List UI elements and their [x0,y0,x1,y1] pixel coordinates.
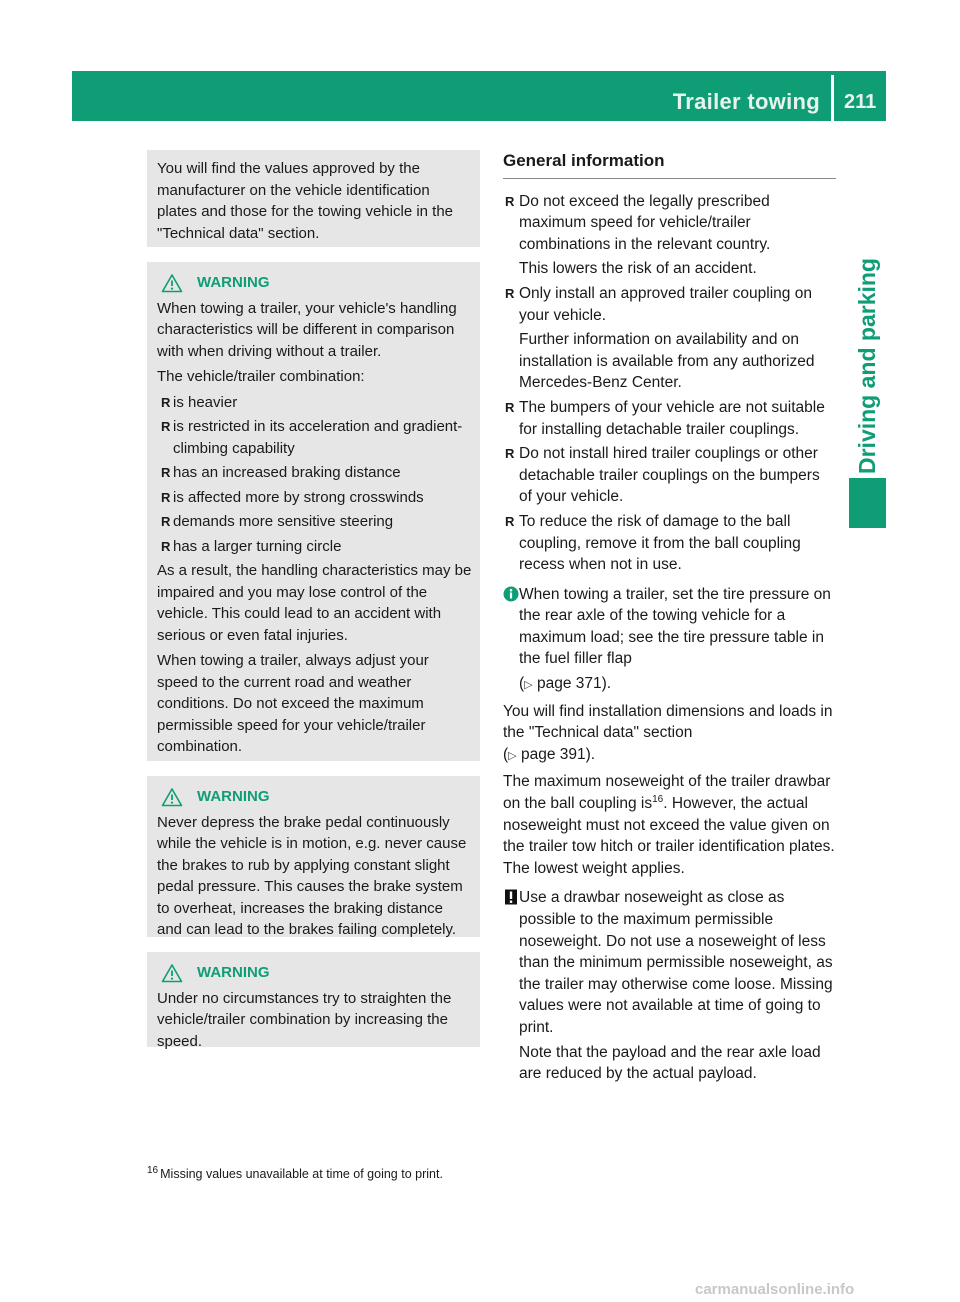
chapter-title: Trailer towing [672,89,820,114]
paragraph-text: The maximum noseweight of the trailer drawbar on the ball coupling is [503,773,831,813]
side-tab-marker [849,478,886,528]
list-item-subtext: Further information on availability and on installation is available from any authorized Mercedes-Benz Center. [519,331,815,392]
watermark: carmanualsonline.info [695,1281,855,1298]
warning-box-brakes [147,776,480,937]
info-box-text: You will find the values approved by the manufacturer on the vehicle identification plates and those for the towing vehicle in the "Technical data" section. [157,160,454,242]
list-item-text: is heavier [173,393,238,411]
page-header [72,71,886,121]
general-information-section [503,150,836,1089]
warning-triangle-icon [161,963,185,983]
bullet-icon: R [161,489,171,505]
info-box [147,150,480,247]
warning-triangle-icon [161,787,185,807]
list-item-text: has a larger turning circle [173,537,342,555]
list-item [503,511,836,576]
list-item-text: is restricted in its acceleration and gradient-climbing capability [173,418,463,457]
list-item-text: The bumpers of your vehicle are not suitable for installing detachable trailer couplings. [519,398,825,438]
list-item-text: Do not exceed the legally prescribed maximum speed for vehicle/trailer combinations in the relevant country. [519,192,771,253]
page-reference-text: page 391). [520,745,596,763]
footnote [147,1164,443,1181]
caution-text: Use a drawbar noseweight as close as possible to the maximum permissible noseweight. Do not use a noseweight of less than the minimum permissible noseweight, as the trailer may otherwise come loose. Missing values were not available at time of going to print. [519,889,833,1036]
list-item-text: has an increased braking distance [173,464,401,481]
list-item [157,392,472,414]
bullet-icon: R [505,446,515,462]
warning-box-straighten [147,952,480,1050]
warning-text: Under no circumstances try to straighten the vehicle/trailer combination by increasing the speed. [157,989,452,1050]
warning-text: The vehicle/trailer combination: [157,368,365,385]
bullet-icon: R [161,419,171,434]
warning-heading [161,272,472,294]
install-dimensions-text: You will find installation dimensions and loads in the "Technical data" section (▷ page 391). [503,702,833,763]
bullet-icon: R [505,193,515,209]
footnote-marker: 16 [652,793,664,805]
bullet-icon: R [161,538,171,554]
info-note-text: When towing a trailer, set the tire pressure on the rear axle of the towing vehicle for a maximum load; see the tire pressure table in the fuel filler flap [519,585,831,668]
bullet-icon: R [161,465,171,480]
list-item-text: Do not install hired trailer couplings or other detachable trailer couplings on the bumpers of your vehicle. [519,445,820,506]
info-icon [503,586,519,602]
list-item-text: Only install an approved trailer coupling on your vehicle. [519,284,812,324]
list-item [157,536,472,558]
page-number: 211 [844,91,877,113]
list-item-text: demands more sensitive steering [173,513,394,530]
arrow-icon: ▷ [524,679,533,692]
warning-box-handling [147,262,480,761]
caution-note [503,887,836,1084]
list-item-subtext: This lowers the risk of an accident. [519,260,757,278]
exclamation-icon [503,889,519,905]
warning-title: WARNING [197,788,270,805]
warning-title: WARNING [197,964,270,981]
list-item-text: To reduce the risk of damage to the ball coupling, remove it from the ball coupling recess when not in use. [519,512,801,574]
warning-title: WARNING [197,274,270,291]
warning-text: When towing a trailer, always adjust your speed to the current road and weather conditions. Do not exceed the maximum permissible speed for your vehicle/trailer combination. [157,652,429,755]
warning-text: Never depress the brake pedal continuously while the vehicle is in motion, e.g. never cause the brakes to rub by applying constant slight pedal pressure. This causes the brake system to overheat, increases the braking distance and can lead to the brakes failing completely. [157,813,467,938]
header-divider [831,75,834,121]
page-reference-text: page 371). [536,675,612,693]
bullet-icon: R [505,285,515,301]
footnote-text: Missing values unavailable at time of going to print. [160,1167,443,1181]
bullet-icon: R [505,513,515,529]
warning-triangle-icon [161,273,185,293]
warning-text: When towing a trailer, your vehicle's handling characteristics will be different in comparison with when driving without a trailer. [157,299,457,360]
list-item [503,283,836,394]
bullet-icon: R [505,399,515,415]
warning-heading [161,962,472,984]
list-item [157,511,472,533]
list-item [157,487,472,509]
paragraph-text: You will find installation dimensions and loads in the "Technical data" section [503,702,833,742]
arrow-icon: ▷ [508,749,517,762]
bullet-icon: R [161,394,171,410]
side-tab-label: Driving and parking [854,258,880,474]
page-reference: (▷ page 371). [519,675,612,693]
paragraph-text: . However, the actual noseweight must not exceed the value given on the trailer tow hitch or trailer identification plates. The lowest weight applies. [503,795,835,877]
warning-heading [161,786,472,808]
list-item [157,462,472,484]
caution-text: Note that the payload and the rear axle load are reduced by the actual payload. [519,1043,821,1083]
list-item-text: is affected more by strong crosswinds [173,488,424,506]
warning-list [157,392,472,558]
list-item [503,191,836,280]
noseweight-text [503,771,836,879]
info-note [503,584,836,697]
general-info-list [503,191,836,576]
warning-text: As a result, the handling characteristics may be impaired and you may lose control of the vehicle. This could lead to an accident with serious or even fatal injuries. [157,562,472,644]
list-item [157,416,472,459]
bullet-icon: R [161,514,171,529]
list-item [503,397,836,440]
list-item [503,443,836,508]
footnote-number: 16 [147,1164,159,1176]
section-title: General information [503,150,836,179]
